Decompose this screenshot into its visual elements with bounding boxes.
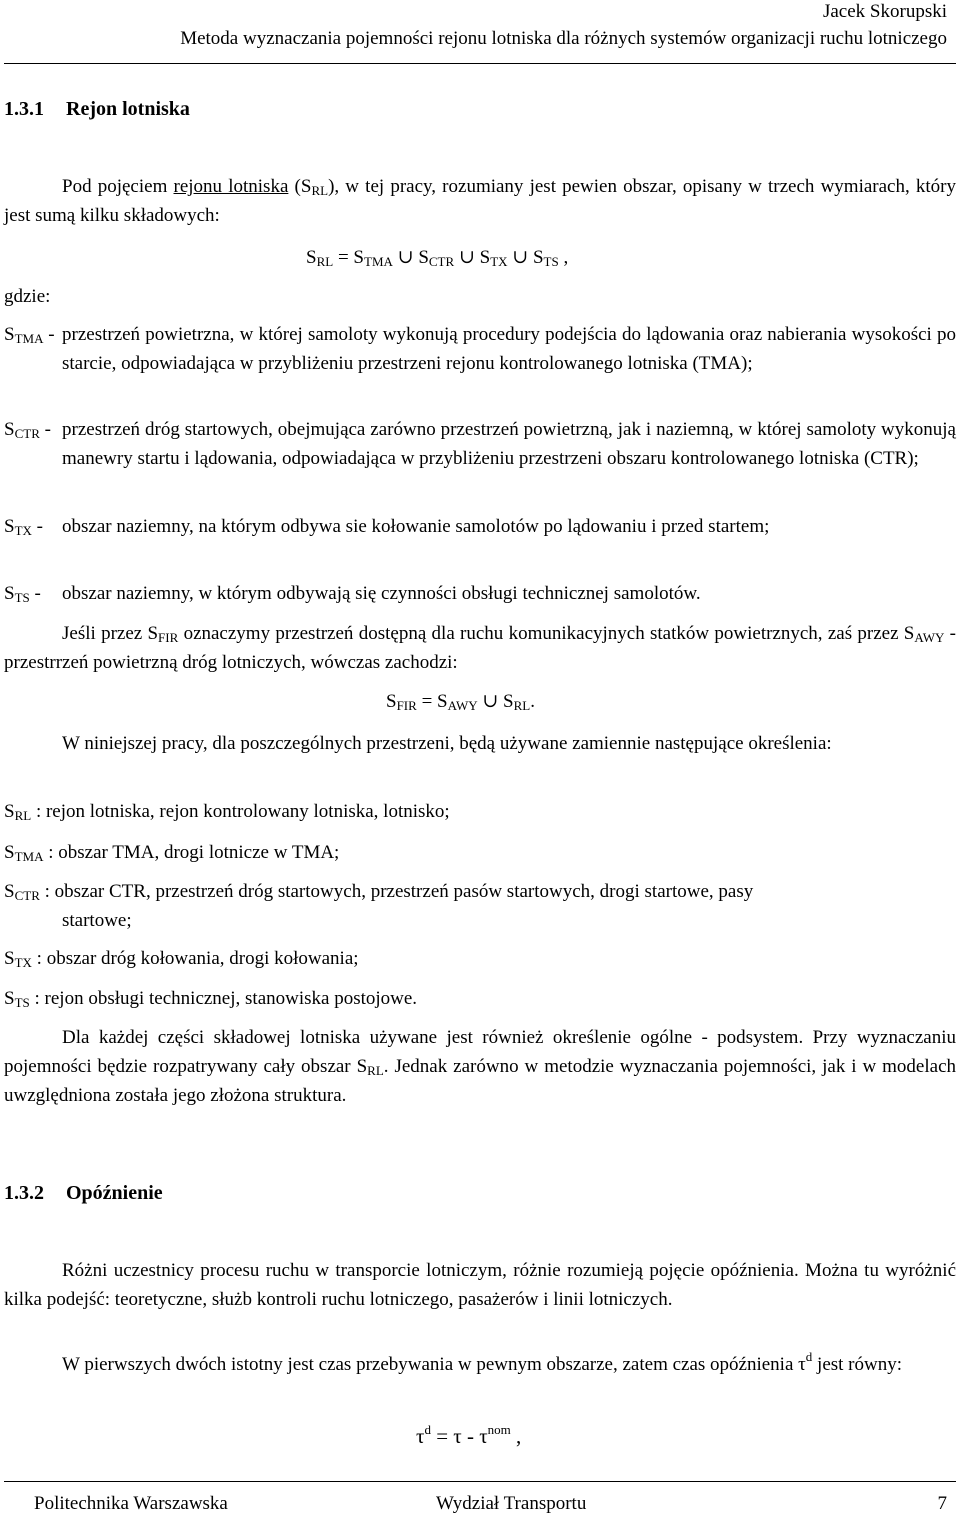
- header-rule: [4, 63, 956, 64]
- gdzie-label: gdzie:: [4, 286, 51, 307]
- formula-union: $S_{RL} = S_{TMA}$ ∪ $S_{CTR}$ ∪ $S_{TX}$ ∪ $S_{TS}$ ,: [306, 247, 569, 269]
- paragraph-fir: Jeśli przez $S_{FIR}$ oznaczymy przestrzeń dostępną dla ruchu komunikacyjnych statków powietrznych, zaś przez $S_{AWY}$ - przestrrzeń powietrzną dróg lotniczych, wówczas zachodzi:: [4, 623, 956, 673]
- section-heading-1: [4, 98, 190, 121]
- intro-paragraph: Pod pojęciem rejonu lotniska $(S_{RL})$, w tej pracy, rozumiany jest pewien obszar, opisany w trzech wymiarach, który jest sumą kilku składowych:: [4, 176, 956, 226]
- term-item: $S_{RL}$ : rejon lotniska, rejon kontrolowany lotniska, lotnisko;: [4, 801, 450, 823]
- formula-fir: $S_{FIR} = S_{AWY}$ ∪ $S_{RL}$.: [386, 691, 535, 713]
- section-heading-2: [4, 1182, 163, 1205]
- definition-item: $S_{CTR}$ - przestrzeń dróg startowych, obejmująca zarówno przestrzeń powietrzną, jak i naziemną, w której samoloty wykonują manewry startu i lądowania, odpowiadająca w przybliżeniu przestrzeni obszaru kontrolowanego lotniska (CTR);: [4, 419, 956, 469]
- term-item: $S_{TMA}$ : obszar TMA, drogi lotnicze w TMA;: [4, 842, 340, 864]
- footer-rule: [4, 1481, 956, 1482]
- footer-university: Politechnika Warszawska: [34, 1493, 228, 1514]
- section-title: Opóźnienie: [66, 1182, 163, 1204]
- term-item: $S_{TX}$ : obszar dróg kołowania, drogi kołowania;: [4, 948, 359, 970]
- footer-page-number: 7: [937, 1493, 947, 1514]
- term-item: $S_{CTR}$ : obszar CTR, przestrzeń dróg startowych, przestrzeń pasów startowych, drogi startowe, pasy startowe;: [4, 881, 754, 931]
- paragraph-podsystem: Dla każdej części składowej lotniska używane jest również określenie ogólne - podsystem. Przy wyznaczaniu pojemności będzie rozpatrywany cały obszar $S_{RL}$. Jednak zarówno w metodzie wyznaczania pojemności, jak i w modelach uwzględniona została jego złożona struktura.: [4, 1027, 957, 1106]
- footer-faculty: Wydział Transportu: [436, 1493, 587, 1514]
- definition-item: $S_{TMA}$ - przestrzeń powietrzna, w której samoloty wykonują procedury podejścia do lądowania oraz nabierania wysokości po starcie, odpowiadająca w przybliżeniu przestrzeni rejonu kontrolowanego lotniska (TMA);: [4, 324, 956, 374]
- header-title: Metoda wyznaczania pojemności rejonu lotniska dla różnych systemów organizacji ruchu lotniczego: [180, 28, 947, 49]
- term-link: rejonu lotniska: [173, 176, 289, 197]
- section-number: 1.3.1: [4, 98, 44, 120]
- formula-delay: $\tau^d = \tau - \tau^{nom}$ ,: [416, 1422, 522, 1448]
- paragraph-czas: W pierwszych dwóch istotny jest czas przebywania w pewnym obszarze, zatem czas opóźnienia $\tau^d$ jest równy:: [62, 1349, 903, 1375]
- paragraph-terms-intro: W niniejszej pracy, dla poszczególnych przestrzeni, będą używane zamiennie następujące określenia:: [62, 733, 832, 754]
- paragraph-opoznienie: Różni uczestnicy procesu ruchu w transporcie lotniczym, różnie rozumieją pojęcie opóźnienia. Można tu wyróżnić kilka podejść: teoretyczne, służb kontroli ruchu lotniczego, pasażerów i linii lotniczych.: [4, 1260, 956, 1310]
- definition-item: $S_{TX}$ - obszar naziemny, na którym odbywa sie kołowanie samolotów po lądowaniu i przed startem;: [4, 516, 770, 538]
- definition-item: $S_{TS}$ - obszar naziemny, w którym odbywają się czynności obsługi technicznej samolotów.: [4, 583, 701, 605]
- section-title: Rejon lotniska: [66, 98, 190, 120]
- section-number: 1.3.2: [4, 1182, 44, 1204]
- header-author: Jacek Skorupski: [822, 1, 947, 22]
- term-item: $S_{TS}$ : rejon obsługi technicznej, stanowiska postojowe.: [4, 988, 418, 1010]
